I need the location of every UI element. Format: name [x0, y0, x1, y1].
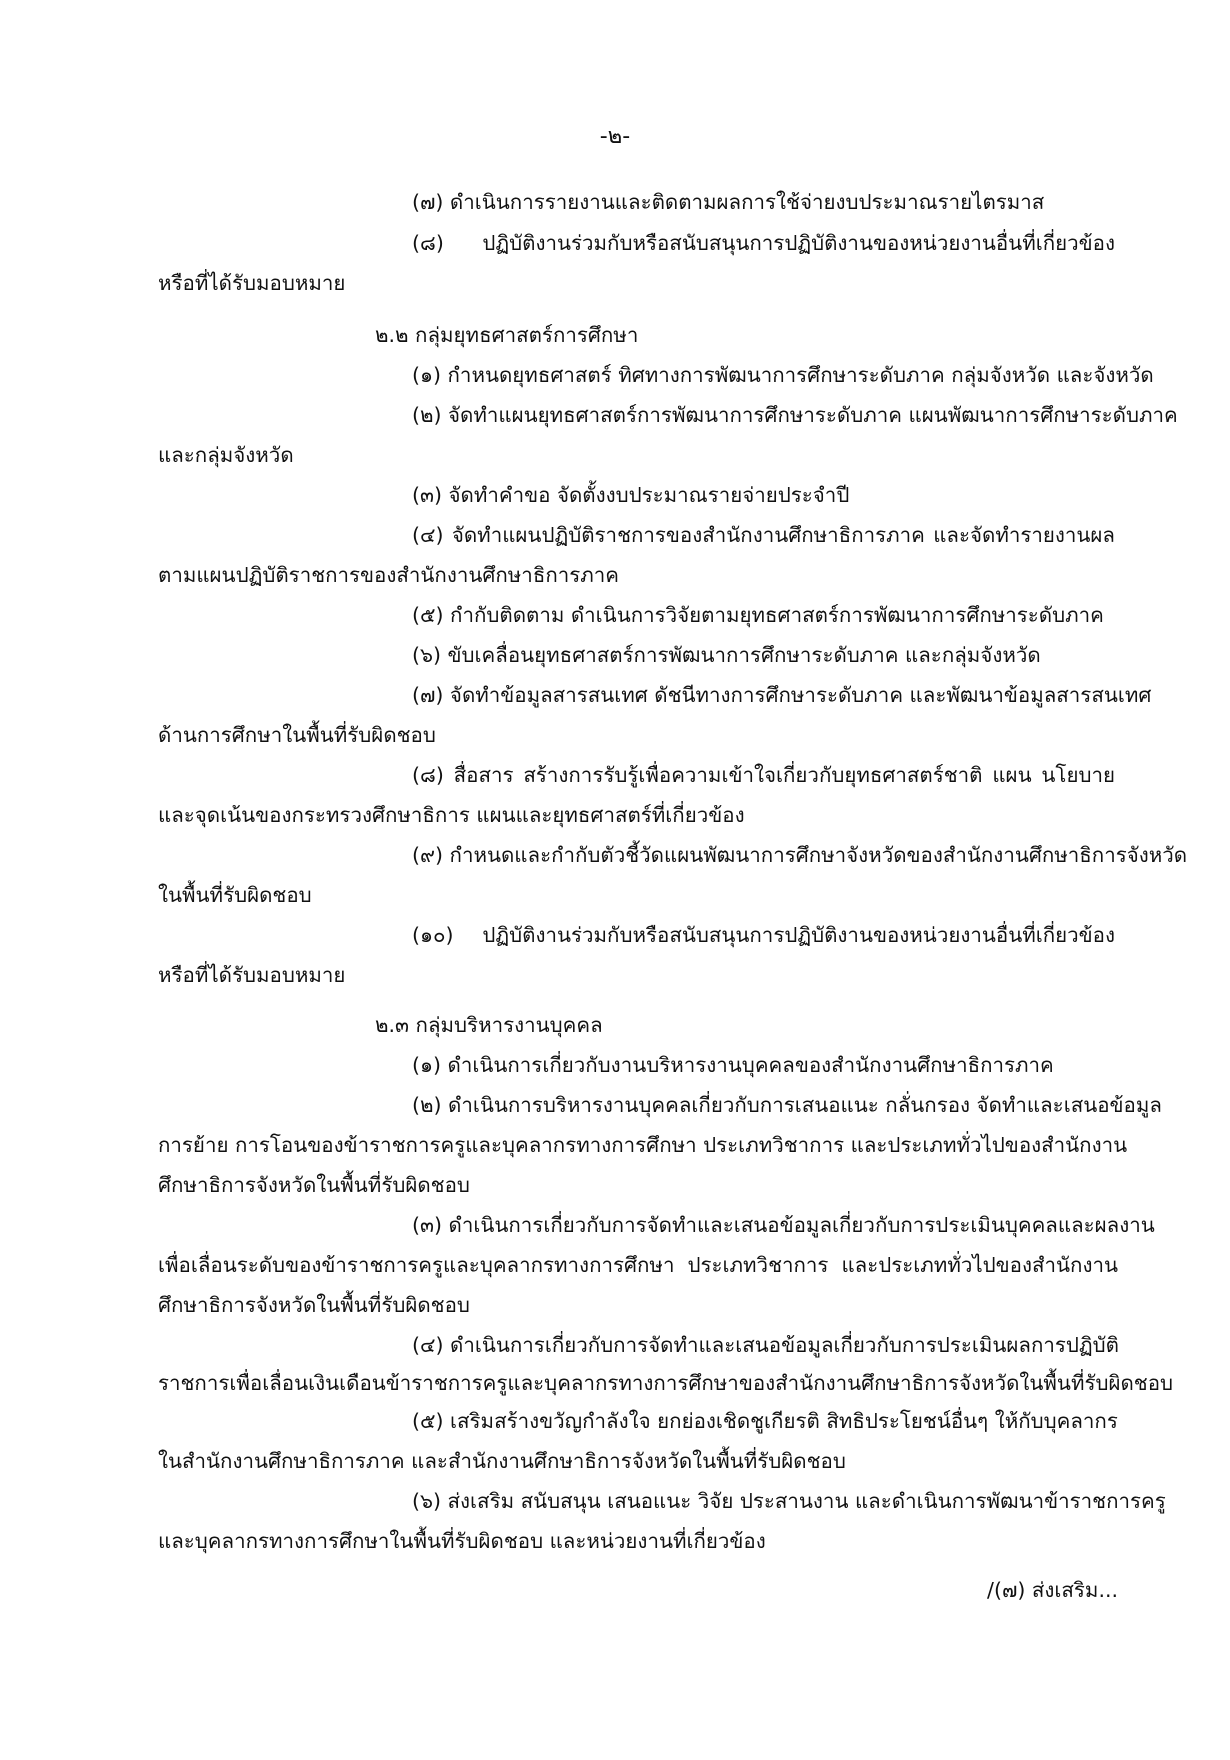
text-line: ราชการเพื่อเลื่อนเงินเดือนข้าราชการครูและบุคลากรทางการศึกษาของสำนักงานศึกษาธิการจังหวัดในพื้นที่รับผิดชอบ [158, 1371, 1174, 1395]
text-line: เพื่อเลื่อนระดับของข้าราชการครูและบุคลากรทางการศึกษา ประเภทวิชาการ และประเภททั่วไปของสำนักงาน [158, 1253, 1118, 1277]
text-line: ๒.๒ กลุ่มยุทธศาสตร์การศึกษา [375, 323, 639, 347]
text-line: /(๗) ส่งเสริม... [987, 1578, 1118, 1602]
text-line: การย้าย การโอนของข้าราชการครูและบุคลากรทางการศึกษา ประเภทวิชาการ และประเภททั่วไปของสำนักงาน [158, 1133, 1128, 1157]
text-line: (๗) ดำเนินการรายงานและติดตามผลการใช้จ่ายงบประมาณรายไตรมาส [412, 190, 1045, 214]
text-line: ในสำนักงานศึกษาธิการภาค และสำนักงานศึกษาธิการจังหวัดในพื้นที่รับผิดชอบ [158, 1449, 846, 1473]
text-line: (๓) ดำเนินการเกี่ยวกับการจัดทำและเสนอข้อมูลเกี่ยวกับการประเมินบุคคลและผลงาน [412, 1213, 1155, 1237]
text-line: (๖) ส่งเสริม สนับสนุน เสนอแนะ วิจัย ประสานงาน และดำเนินการพัฒนาข้าราชการครู [412, 1489, 1166, 1513]
text-line: หรือที่ได้รับมอบหมาย [158, 963, 346, 987]
text-line: (๑๐) ปฏิบัติงานร่วมกับหรือสนับสนุนการปฏิบัติงานของหน่วยงานอื่นที่เกี่ยวข้อง [412, 923, 1115, 947]
text-line: และจุดเน้นของกระทรวงศึกษาธิการ แผนและยุทธศาสตร์ที่เกี่ยวข้อง [158, 803, 745, 827]
text-line: (๗) จัดทำข้อมูลสารสนเทศ ดัชนีทางการศึกษาระดับภาค และพัฒนาข้อมูลสารสนเทศ [412, 683, 1152, 707]
text-line: (๙) กำหนดและกำกับตัวชี้วัดแผนพัฒนาการศึกษาจังหวัดของสำนักงานศึกษาธิการจังหวัด [412, 843, 1188, 867]
text-line: ๒.๓ กลุ่มบริหารงานบุคคล [375, 1013, 603, 1037]
text-line: (๔) ดำเนินการเกี่ยวกับการจัดทำและเสนอข้อมูลเกี่ยวกับการประเมินผลการปฏิบัติ [412, 1333, 1119, 1357]
text-line: (๒) จัดทำแผนยุทธศาสตร์การพัฒนาการศึกษาระดับภาค แผนพัฒนาการศึกษาระดับภาค [412, 403, 1178, 427]
text-line: (๑) ดำเนินการเกี่ยวกับงานบริหารงานบุคคลของสำนักงานศึกษาธิการภาค [412, 1053, 1054, 1077]
text-line: ศึกษาธิการจังหวัดในพื้นที่รับผิดชอบ [158, 1293, 470, 1317]
text-line: (๖) ขับเคลื่อนยุทธศาสตร์การพัฒนาการศึกษาระดับภาค และกลุ่มจังหวัด [412, 643, 1041, 667]
text-line: และบุคลากรทางการศึกษาในพื้นที่รับผิดชอบ และหน่วยงานที่เกี่ยวข้อง [158, 1529, 766, 1553]
text-line: ศึกษาธิการจังหวัดในพื้นที่รับผิดชอบ [158, 1173, 470, 1197]
text-line: (๕) เสริมสร้างขวัญกำลังใจ ยกย่องเชิดชูเกียรติ สิทธิประโยชน์อื่นๆ ให้กับบุคลากร [412, 1409, 1118, 1433]
text-line: และกลุ่มจังหวัด [158, 443, 294, 467]
text-line: (๘) สื่อสาร สร้างการรับรู้เพื่อความเข้าใจเกี่ยวกับยุทธศาสตร์ชาติ แผน นโยบาย [412, 763, 1115, 787]
text-line: หรือที่ได้รับมอบหมาย [158, 271, 346, 295]
text-line: (๓) จัดทำคำขอ จัดตั้งงบประมาณรายจ่ายประจำปี [412, 483, 850, 507]
text-line: ในพื้นที่รับผิดชอบ [158, 883, 312, 907]
text-line: (๒) ดำเนินการบริหารงานบุคคลเกี่ยวกับการเสนอแนะ กลั่นกรอง จัดทำและเสนอข้อมูล [412, 1093, 1162, 1117]
text-line: ด้านการศึกษาในพื้นที่รับผิดชอบ [158, 723, 436, 747]
text-line: ตามแผนปฏิบัติราชการของสำนักงานศึกษาธิการภาค [158, 563, 619, 587]
text-line: (๘) ปฏิบัติงานร่วมกับหรือสนับสนุนการปฏิบัติงานของหน่วยงานอื่นที่เกี่ยวข้อง [412, 231, 1115, 255]
page-number: -๒- [599, 124, 631, 149]
text-line: (๑) กำหนดยุทธศาสตร์ ทิศทางการพัฒนาการศึกษาระดับภาค กลุ่มจังหวัด และจังหวัด [412, 363, 1154, 387]
text-line: (๕) กำกับติดตาม ดำเนินการวิจัยตามยุทธศาสตร์การพัฒนาการศึกษาระดับภาค [412, 603, 1104, 627]
text-line: (๔) จัดทำแผนปฏิบัติราชการของสำนักงานศึกษาธิการภาค และจัดทำรายงานผล [412, 523, 1115, 547]
